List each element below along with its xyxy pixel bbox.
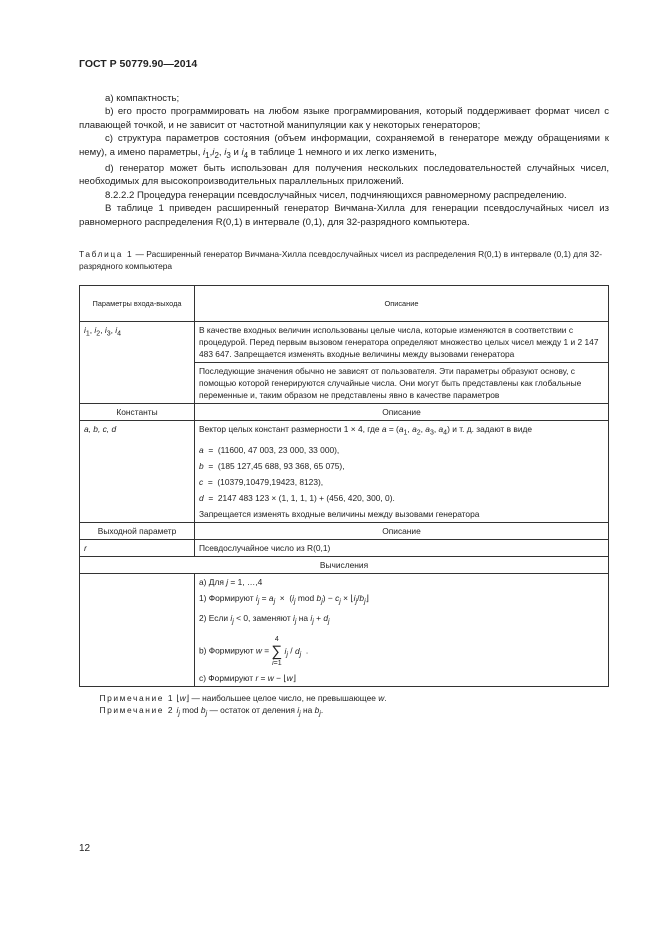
const-label: Константы [80, 404, 195, 421]
header-param: Параметры входа-выхода [80, 286, 195, 322]
calc-empty [80, 573, 195, 686]
inputs-text2: Последующие значения обычно не зависят от пользователя. Эти параметры образуют основу, с помощью которой генерируются случайные числа. Они могут быть представлены как глобальные переменные и, таким образом не представлены явно в качестве параметров [195, 363, 609, 404]
out-var: r [80, 539, 195, 556]
table-caption: Таблица 1 — Расширенный генератор Вичмана-Хилла псевдослучайных чисел из распределения R(0,1) в интервале (0,1) для 32-разрядного компьютера [79, 249, 602, 271]
const-b: b = (185 127,45 688, 93 368, 65 075), [199, 460, 345, 471]
const-a: a = (11600, 47 003, 23 000, 33 000), [199, 444, 340, 455]
header-desc: Описание [195, 286, 609, 322]
document-header: ГОСТ Р 50779.90—2014 [79, 58, 198, 70]
note-1: Примечание 1 ⌊w⌋ — наибольшее целое число, не превышающее w. [99, 693, 387, 704]
body-text [79, 92, 609, 229]
step-a: а) Для j = 1, …,4 [199, 576, 263, 587]
inputs-vars: $i_1$, $i_2$, $i_3$, $i_4$ [80, 322, 195, 404]
out-text: Псевдослучайное число из R(0,1) [195, 539, 609, 556]
para-intro: В таблице 1 приведен расширенный генератор Вичмана-Хилла для генерации псевдослучайных чисел из равномерного распределения R(0,1) в интервале (0,1), для 32-разрядного компьютера. [79, 203, 609, 228]
out-desc-header: Описание [195, 522, 609, 539]
const-vars: a, b, c, d [80, 421, 195, 523]
step-2: 2) Если $i_j < 0$, заменяют $i_j$ на $i_j + d_j$ [199, 613, 330, 627]
note-2: Примечание 2 $i_j$ mod $b_j$ — остаток от деления $i_j$ на $b_j$. [99, 705, 324, 718]
table-notes [80, 687, 609, 727]
page-number: 12 [79, 843, 91, 854]
step-c: с) Формируют r = w − ⌊w⌋ [199, 673, 296, 684]
wichmann-hill-table [79, 285, 609, 727]
calc-label: Вычисления [80, 556, 609, 573]
const-c: c = (10379,10479,19423, 8123), [199, 476, 324, 487]
para-8222: 8.2.2.2 Процедура генерации псевдослучайных чисел, подчиняющихся равномерному распределению. [105, 189, 567, 201]
const-desc-header: Описание [195, 404, 609, 421]
const-vector: Вектор целых констант размерности 1 × 4, где $a = (a_1$, $a_2$, $a_3$, $a_4$) и т. д. задают в виде [199, 424, 533, 437]
para-c: с) структура параметров состояния (объем информации, сохраняемой в генераторе между обращениями к нему), а имено параметры, $i_1,i_2$, $i_3$ и $i_4$ в таблице 1 немного и их легко изменить, [79, 133, 609, 160]
para-b: b) его просто программировать на любом языке программирования, который поддерживает формат чисел с плавающей точкой, и не зависит от частотной манипуляции как у некоторых генераторов; [79, 106, 609, 131]
const-forbid: Запрещается изменять входные величины между вызовами генератора [199, 508, 480, 519]
step-1: 1) Формируют $i_j = a_j \times (i_j$ mod $b_j) - c_j$ × $⌊i_j/b_j⌋$ [199, 592, 369, 606]
para-a: а) компактность; [105, 93, 180, 104]
calc-steps [195, 573, 609, 686]
out-label: Выходной параметр [80, 522, 195, 539]
inputs-text1: В качестве входных величин использованы целые числа, которые изменяются в соответствии с процедурой. Перед первым вызовом генератора определяют множество целых чисел между 1 и 2 147 483 647. Запрещается изменять входные величины между вызовами генератора [195, 322, 609, 363]
const-definitions [195, 421, 609, 523]
const-d: d = 2147 483 123 × (1, 1, 1, 1) + (456, 420, 300, 0). [199, 492, 395, 503]
para-d: d) генератор может быть использован для получения нескольких последовательностей случайных чисел, необходимых для высокопроизводительных параллельных приложений. [79, 162, 609, 188]
step-b: b) Формируют w = 4 ∑ i=1 $i_j / d_j$ . [199, 636, 309, 668]
